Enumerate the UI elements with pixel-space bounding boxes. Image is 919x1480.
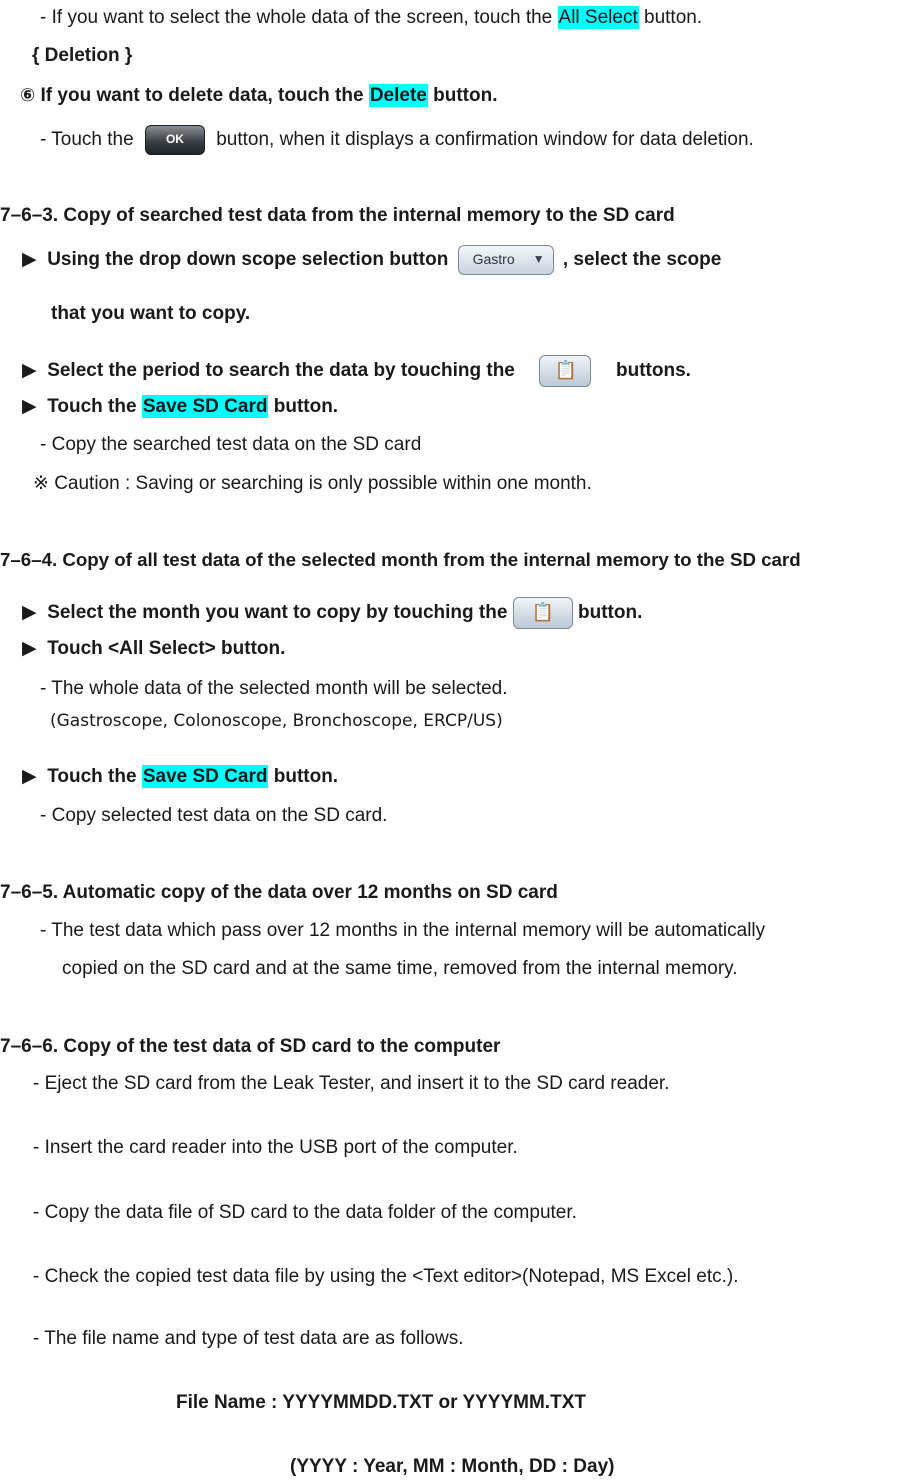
- clipboard-icon: 📋: [531, 602, 555, 622]
- section-7-6-5-heading: 7–6–5. Automatic copy of the data over 12 months on SD card: [0, 882, 558, 903]
- arrow-icon: ▶: [22, 396, 37, 417]
- all-select-step: [22, 636, 285, 662]
- save-sd-card-highlight: Save SD Card: [142, 396, 268, 417]
- text: button.: [268, 766, 339, 787]
- eject-step: - Eject the SD card from the Leak Tester, and insert it to the SD card reader.: [33, 1073, 670, 1094]
- text: button.: [268, 396, 339, 417]
- save-sd-card-instruction-1: [22, 394, 338, 420]
- month-instruction: [22, 597, 642, 629]
- text: button.: [427, 85, 498, 106]
- arrow-icon: ▶: [22, 360, 37, 382]
- text: Touch <All Select> button.: [47, 638, 286, 659]
- file-name-format: File Name : YYYYMMDD.TXT or YYYYMM.TXT: [176, 1392, 586, 1413]
- text: - If you want to select the whole data of the screen, touch the: [40, 7, 558, 28]
- caution-note: ※ Caution : Saving or searching is only possible within one month.: [33, 473, 592, 494]
- text: Using the drop down scope selection button: [47, 249, 449, 271]
- arrow-icon: ▶: [22, 602, 37, 624]
- period-instruction: [22, 355, 691, 387]
- text: If you want to delete data, touch the: [35, 85, 369, 106]
- delete-highlight: Delete: [369, 85, 427, 106]
- file-name-legend: (YYYY : Year, MM : Month, DD : Day): [290, 1456, 615, 1477]
- ok-button-icon: [145, 125, 205, 155]
- text: - Touch the: [40, 129, 134, 151]
- step-6-instruction: [20, 83, 498, 109]
- auto-copy-line-1: - The test data which pass over 12 months in the internal memory will be automatically: [40, 920, 766, 941]
- all-select-instruction: [40, 5, 702, 31]
- insert-step: - Insert the card reader into the USB port of the computer.: [33, 1137, 518, 1158]
- save-sd-card-highlight: Save SD Card: [142, 766, 268, 787]
- calendar-icon: [539, 355, 591, 387]
- arrow-icon: ▶: [22, 249, 37, 271]
- chevron-down-icon: ▼: [532, 252, 545, 266]
- save-sd-card-instruction-2: [22, 764, 338, 790]
- section-7-6-6-heading: 7–6–6. Copy of the test data of SD card to the computer: [0, 1036, 501, 1057]
- text: , select the scope: [562, 249, 722, 271]
- section-7-6-4-heading: 7–6–4. Copy of all test data of the selected month from the internal memory to the SD card: [0, 549, 801, 570]
- scope-instruction: [22, 245, 721, 275]
- whole-month-note: - The whole data of the selected month will be selected.: [40, 678, 508, 699]
- deletion-heading: { Deletion }: [32, 45, 133, 66]
- text: button.: [638, 7, 703, 28]
- arrow-icon: ▶: [22, 766, 37, 787]
- scope-list: (Gastroscope, Colonoscope, Bronchoscope, ERCP/US): [50, 711, 503, 731]
- text: button.: [578, 602, 643, 624]
- scope-continuation: that you want to copy.: [51, 303, 251, 324]
- copy-file-step: - Copy the data file of SD card to the data folder of the computer.: [33, 1202, 577, 1223]
- step-number: ⑥: [20, 85, 36, 106]
- copy-selected-note: - Copy selected test data on the SD card.: [40, 805, 388, 826]
- text: Touch the: [47, 766, 142, 787]
- scope-label: Gastro: [472, 251, 515, 267]
- copy-searched-note: - Copy the searched test data on the SD card: [40, 434, 422, 455]
- section-7-6-3-heading: 7–6–3. Copy of searched test data from the internal memory to the SD card: [0, 205, 675, 226]
- clipboard-icon: 📋: [554, 360, 577, 380]
- file-type-step: - The file name and type of test data are as follows.: [33, 1328, 464, 1349]
- text: buttons.: [616, 360, 691, 382]
- text: button, when it displays a confirmation window for data deletion.: [216, 129, 754, 151]
- gastro-dropdown-icon: [458, 245, 554, 275]
- check-step: - Check the copied test data file by using the <Text editor>(Notepad, MS Excel etc.).: [33, 1266, 739, 1287]
- text: Touch the: [47, 396, 142, 417]
- ok-label: OK: [165, 132, 184, 146]
- auto-copy-line-2: copied on the SD card and at the same time, removed from the internal memory.: [62, 958, 738, 979]
- text: Select the period to search the data by touching the: [47, 360, 515, 382]
- calendar-icon: [513, 597, 573, 629]
- text: Select the month you want to copy by touching the: [47, 602, 508, 624]
- ok-confirm-instruction: [40, 125, 754, 155]
- arrow-icon: ▶: [22, 638, 37, 659]
- all-select-highlight: All Select: [558, 7, 638, 28]
